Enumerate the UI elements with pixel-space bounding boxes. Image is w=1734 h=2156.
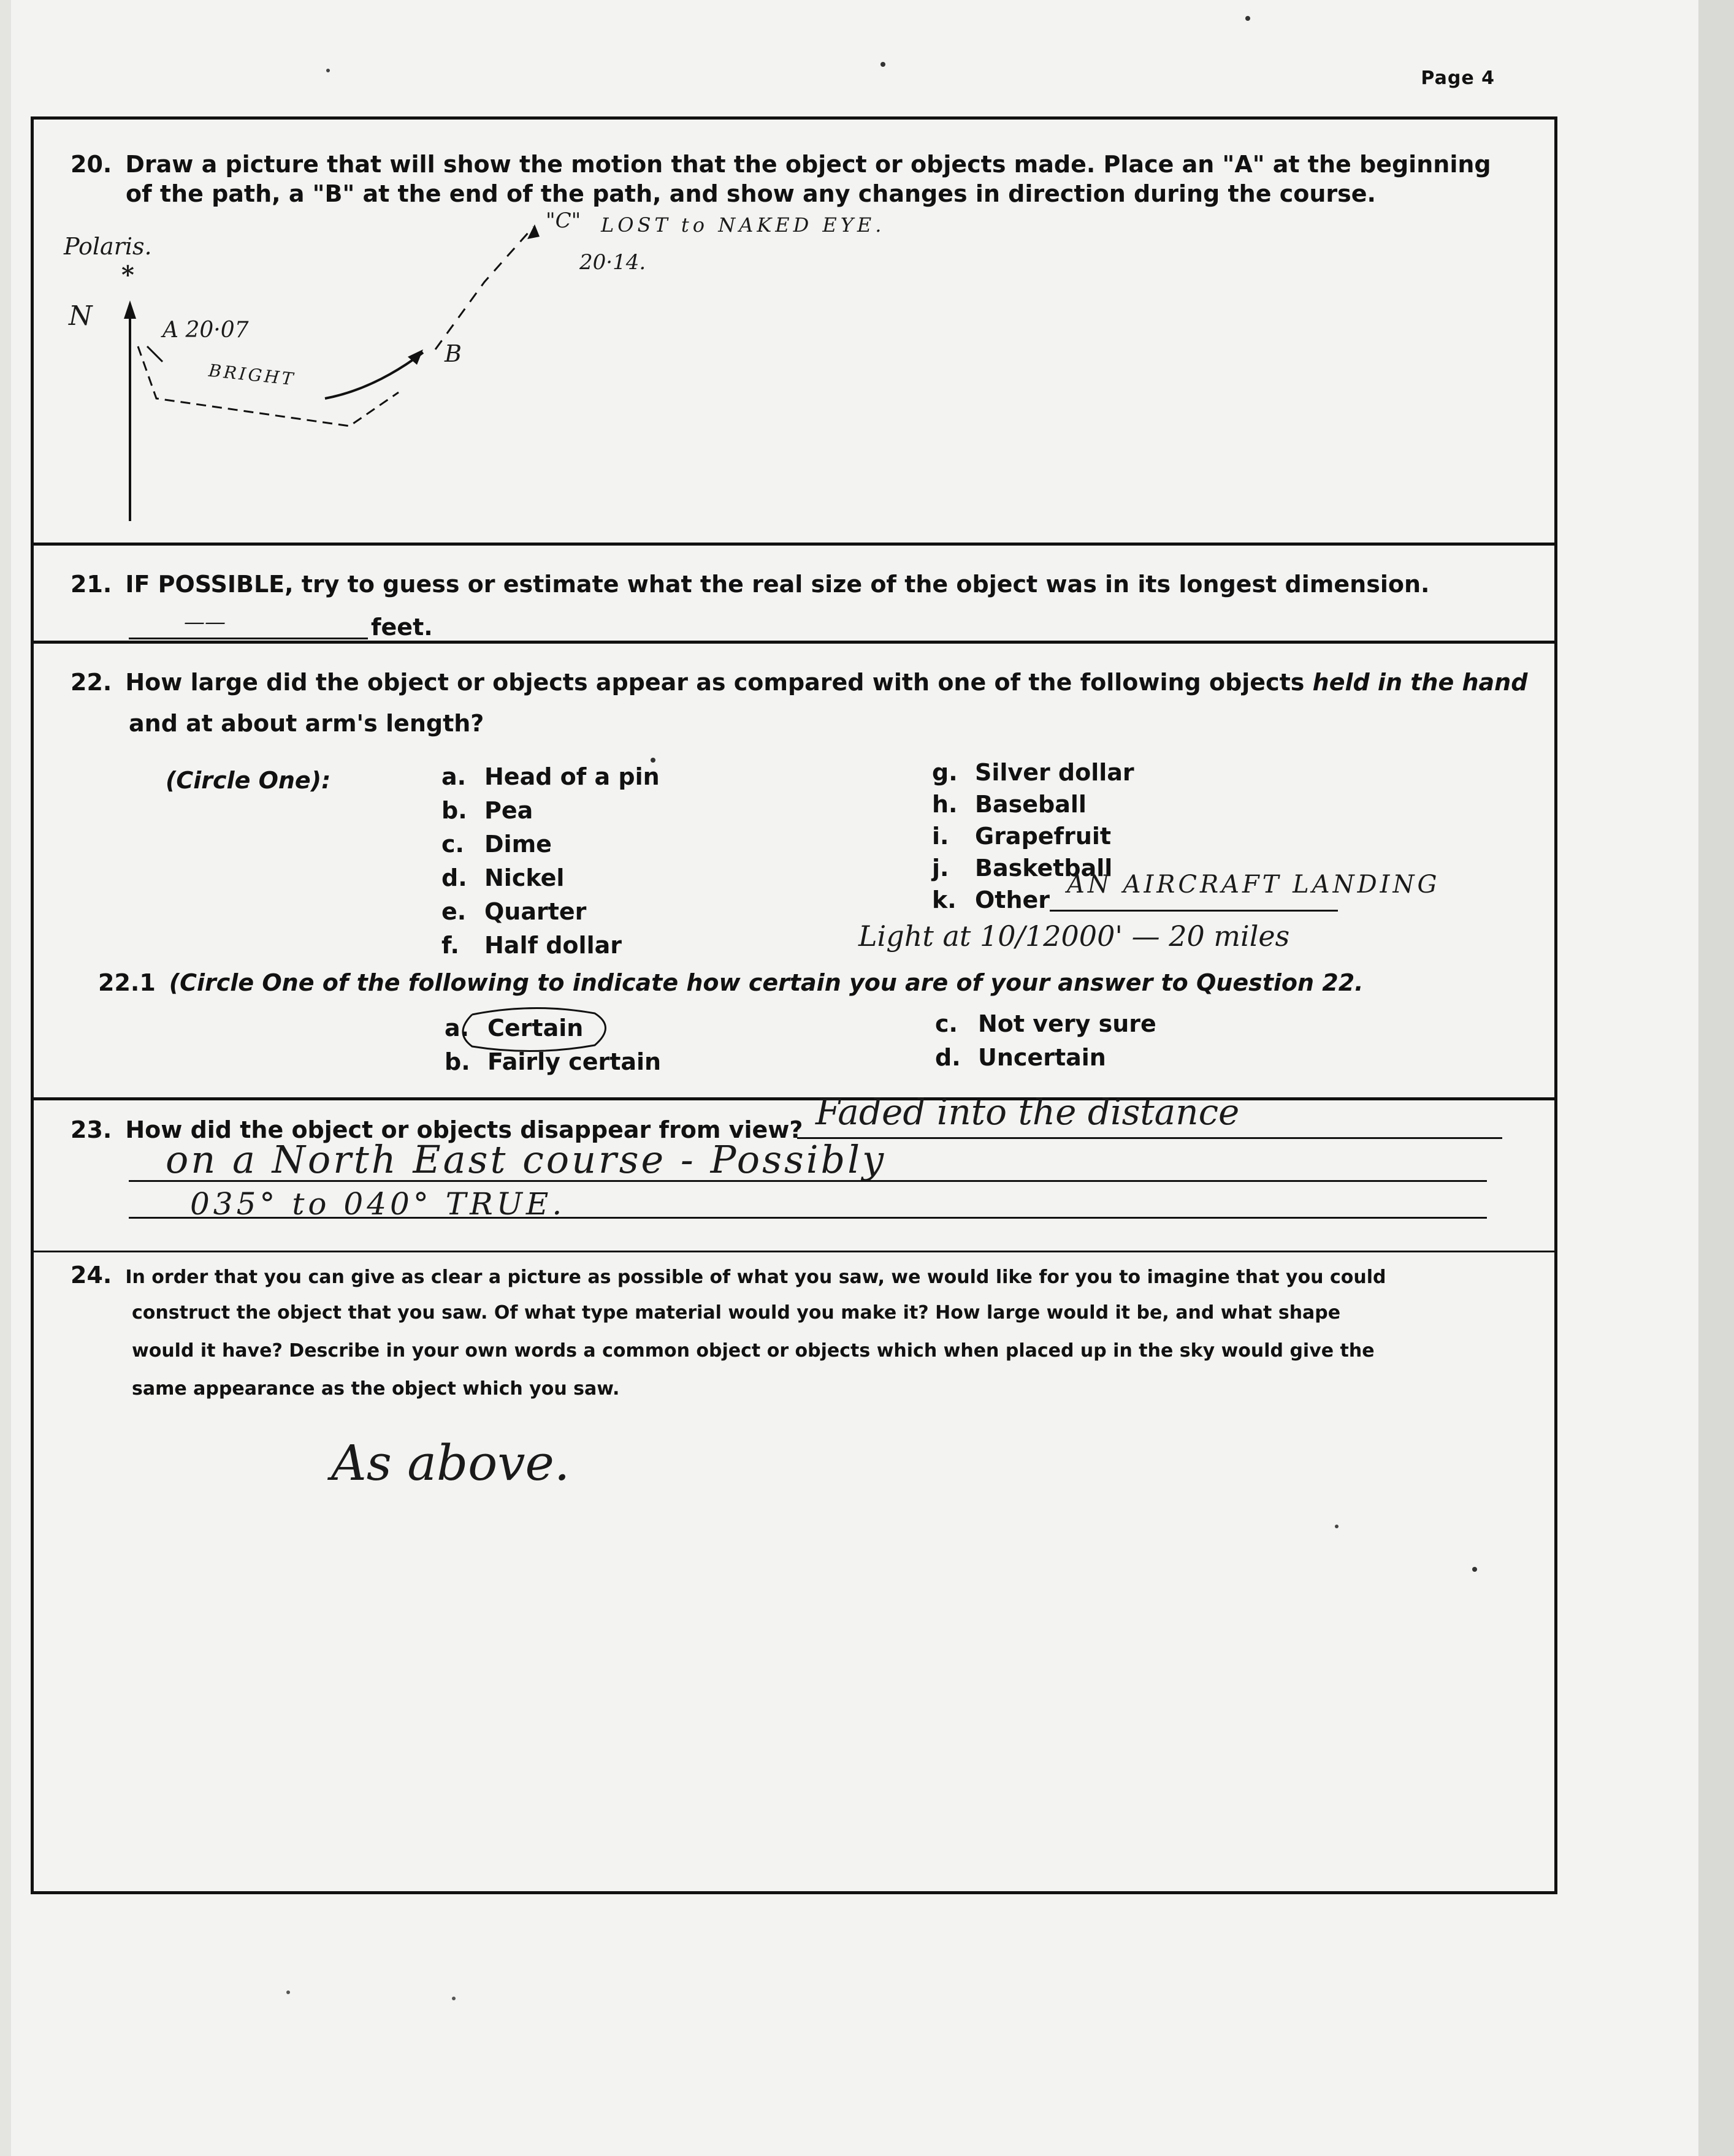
q22-circle-one: (Circle One): <box>166 767 331 794</box>
q24-answer: As above. <box>331 1434 570 1491</box>
bright-label: BRIGHT <box>207 360 297 390</box>
q20-line2: of the path, a "B" at the end of the path, and show any changes in direction during the course. <box>126 180 1376 207</box>
q22-option-e[interactable]: e. Quarter <box>441 898 587 925</box>
q22-option-f[interactable]: f. Half dollar <box>441 932 622 959</box>
q23-number: 23. <box>71 1116 112 1143</box>
q22-option-j[interactable]: j. Basketball <box>932 855 1113 882</box>
point-c-label: "C" <box>546 208 581 233</box>
q21-unit: feet. <box>371 614 433 641</box>
q22-line2: and at about arm's length? <box>129 710 484 737</box>
q22-1-number: 22.1 <box>98 969 156 996</box>
q20-number: 20. <box>71 151 112 178</box>
q22-option-b[interactable]: b. Pea <box>441 797 533 824</box>
q24-line3: would it have? Describe in your own words a common object or objects which when placed up in the sky would give the <box>132 1340 1375 1362</box>
q23-answer-3: 035° to 040° TRUE. <box>190 1186 566 1222</box>
star-icon: * <box>121 261 134 289</box>
q22-other-answer-1: AN AIRCRAFT LANDING <box>1067 870 1440 899</box>
q21-text: IF POSSIBLE, try to guess or estimate what the real size of the object was in its longest dimension. <box>125 571 1430 598</box>
q22-text-italic: held in the hand <box>1312 669 1528 696</box>
q22-1-text: (Circle One of the following to indicate how certain you are of your answer to Question 22. <box>169 969 1364 996</box>
q22-1-option-d[interactable]: d. Uncertain <box>935 1044 1106 1071</box>
q22-option-g[interactable]: g. Silver dollar <box>932 759 1134 786</box>
page-number: Page 4 <box>1421 67 1495 89</box>
q22-option-k[interactable]: k. Other <box>932 886 1050 913</box>
q22-option-i[interactable]: i. Grapefruit <box>932 823 1112 850</box>
q24-number: 24. <box>71 1262 112 1289</box>
q22-option-d[interactable]: d. Nickel <box>441 864 565 891</box>
lost-note: LOST to NAKED EYE. <box>601 213 885 237</box>
q21-number: 21. <box>71 571 112 598</box>
point-a-label: A 20·07 <box>162 318 249 343</box>
q21-answer: —— <box>184 610 226 634</box>
q24-line4: same appearance as the object which you saw. <box>132 1378 620 1400</box>
lost-time: 20·14. <box>579 250 646 275</box>
q22-1-option-b[interactable]: b. Fairly certain <box>445 1048 662 1075</box>
q24-line2: construct the object that you saw. Of what type material would you make it? How large would it be, and what shape <box>132 1302 1341 1324</box>
q22-1-option-c[interactable]: c. Not very sure <box>935 1010 1156 1037</box>
polaris-label: Polaris. <box>64 233 152 260</box>
q22-option-c[interactable]: c. Dime <box>441 831 552 858</box>
q22-other-answer-2: Light at 10/12000' — 20 miles <box>858 920 1290 953</box>
north-label: N <box>69 300 93 332</box>
q22-option-h[interactable]: h. Baseball <box>932 791 1087 818</box>
q20-text-1: Draw a picture that will show the motion that the object or objects made. Place an "A" at the beginning <box>125 151 1491 178</box>
q22-text-1: How large did the object or objects appear as compared with one of the following objects <box>125 669 1305 696</box>
q22-1-option-a[interactable]: a. Certain <box>445 1015 584 1042</box>
q22-option-a[interactable]: a. Head of a pin <box>441 763 660 790</box>
q24-text-1: In order that you can give as clear a picture as possible of what you saw, we would like for you to imagine that you could <box>125 1267 1386 1288</box>
q22-number: 22. <box>71 669 112 696</box>
q23-text: How did the object or objects disappear from view? <box>125 1116 803 1143</box>
point-b-label: B <box>445 340 462 367</box>
q23-answer-1: Faded into the distance <box>815 1091 1240 1133</box>
q23-answer-2: on a North East course - Possibly <box>166 1137 887 1182</box>
